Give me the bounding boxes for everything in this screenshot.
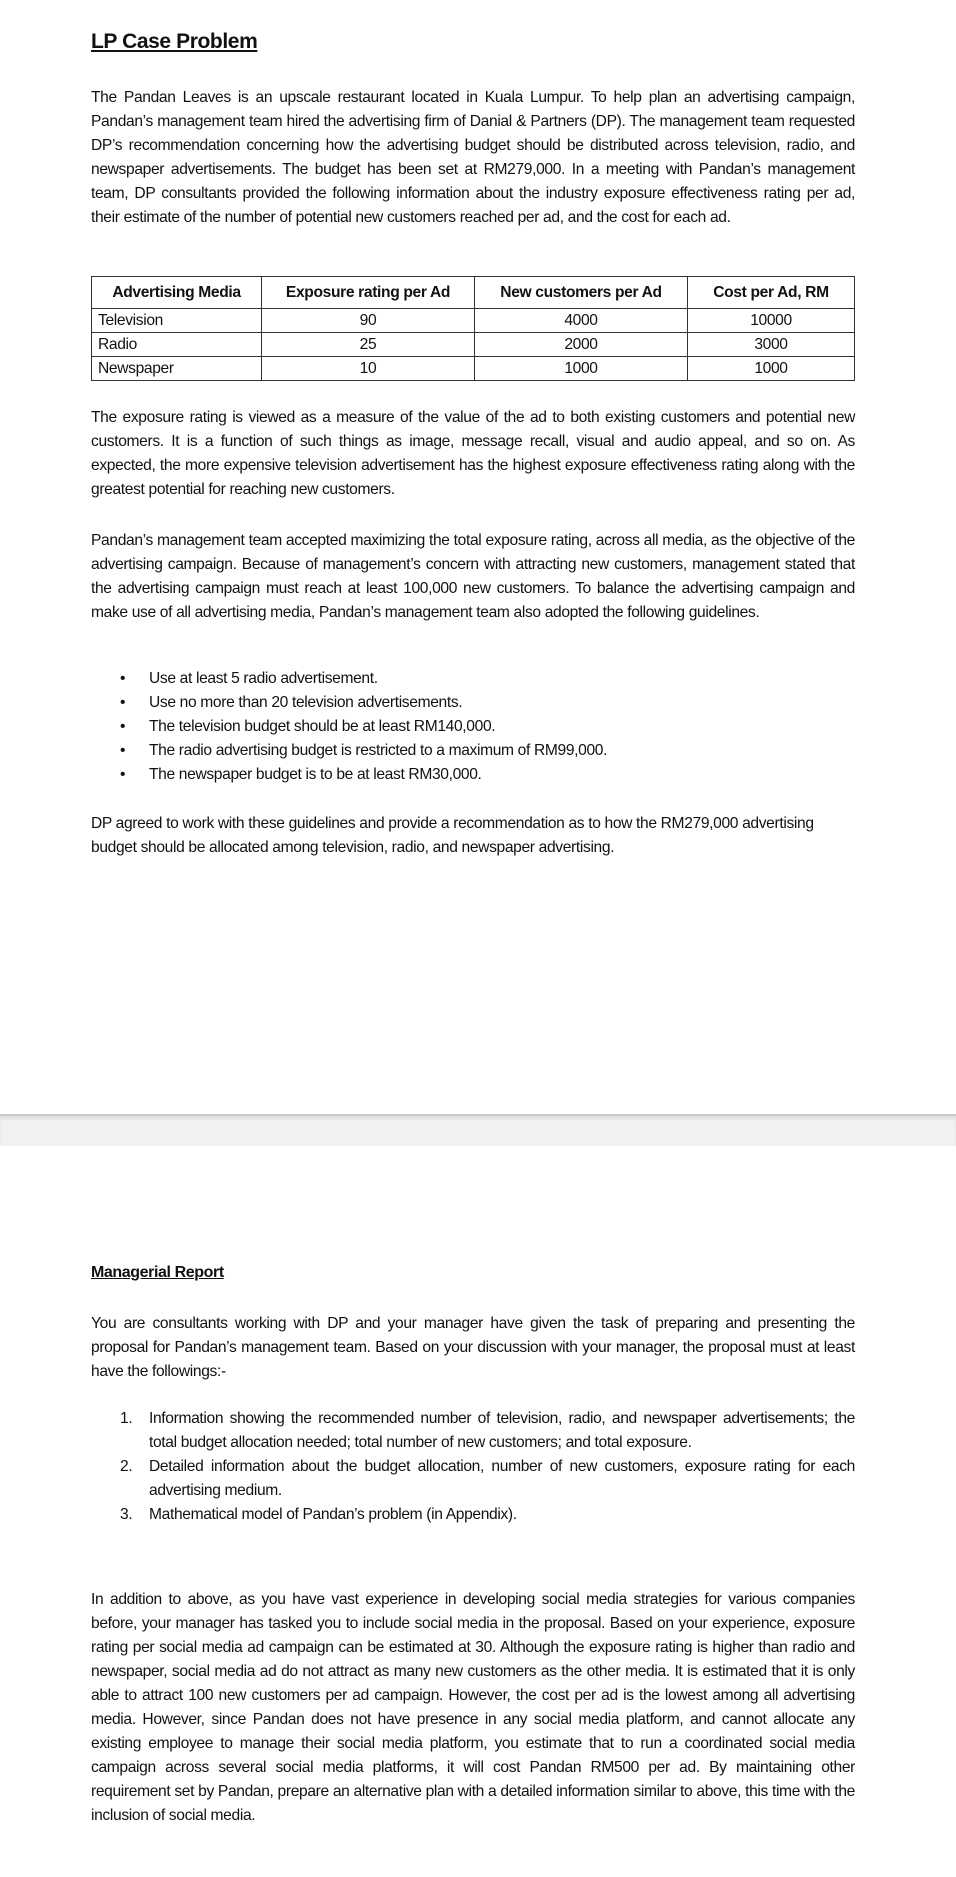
cell-media: Television [92,309,262,333]
list-item: • Use no more than 20 television advertisements. [91,691,855,715]
list-text: Detailed information about the budget allocation, number of new customers, exposure rating for each advertising medium. [149,1458,855,1499]
cell-media: Radio [92,333,262,357]
page-title: LP Case Problem [91,30,258,53]
report-title: Managerial Report [91,1264,224,1281]
table-row [92,333,855,357]
list-item: • The newspaper budget is to be at least RM30,000. [91,763,855,787]
cell-cost: 1000 [688,357,855,381]
column-header: Cost per Ad, RM [688,277,855,309]
column-header: Advertising Media [92,277,262,309]
cell-customers: 2000 [475,333,688,357]
list-item [91,1407,855,1455]
list-item: • The radio advertising budget is restricted to a maximum of RM99,000. [91,739,855,763]
cell-media: Newspaper [92,357,262,381]
page-break [0,1114,956,1146]
agreement-paragraph: DP agreed to work with these guidelines and provide a recommendation as to how the RM279,000 advertising budget should be allocated among television, radio, and newspaper advertising. [91,815,814,856]
guidelines-list [91,667,855,787]
social-media-paragraph: In addition to above, as you have vast experience in developing social media strategies for various companies before, your manager has tasked you to include social media in the proposal. Based on your experience, exposure rating per social media ad campaign can be estimated at 30. Although the exposure rating is higher than radio and newspaper, social media ad do not attract as many new customers as the other media. It is estimated that it is only able to attract 100 new customers per ad campaign. However, the cost per ad is the lowest among all advertising media. However, since Pandan does not have presence in any social media platform, and cannot allocate any existing employee to manage their social media platform, you estimate that to run a coordinated social media campaign across several social media platforms, it will cost Pandan RM500 per ad. By maintaining other requirement set by Pandan, prepare an alternative plan with a detailed information similar to above, this time with the inclusion of social media. [91,1591,855,1824]
list-text: Mathematical model of Pandan’s problem (in Appendix). [149,1506,517,1523]
cell-exposure: 25 [262,333,475,357]
list-item [91,1455,855,1503]
cell-customers: 1000 [475,357,688,381]
column-header: Exposure rating per Ad [262,277,475,309]
exposure-paragraph: The exposure rating is viewed as a measure of the value of the ad to both existing customers and potential new customers. It is a function of such things as image, message recall, visual and audio appeal, and so on. As expected, the more expensive television advertisement has the highest exposure effectiveness rating along with the greatest potential for reaching new customers. [91,409,855,498]
media-table [91,276,855,381]
cell-customers: 4000 [475,309,688,333]
column-header: New customers per Ad [475,277,688,309]
report-requirements-list [91,1407,855,1527]
list-number: 3. [120,1506,133,1523]
objective-paragraph: Pandan’s management team accepted maximizing the total exposure rating, across all media, as the objective of the advertising campaign. Because of management’s concern with attracting new customers, management stated that the advertising campaign must reach at least 100,000 new customers. To balance the advertising campaign and make use of all advertising media, Pandan’s management team also adopted the following guidelines. [91,532,855,621]
list-item: • The television budget should be at least RM140,000. [91,715,855,739]
list-item: • Use at least 5 radio advertisement. [91,667,855,691]
list-number: 2. [120,1458,133,1475]
cell-cost: 3000 [688,333,855,357]
table-row [92,309,855,333]
cell-exposure: 10 [262,357,475,381]
table-header-row [92,277,855,309]
cell-exposure: 90 [262,309,475,333]
list-number: 1. [120,1410,133,1427]
report-intro-paragraph: You are consultants working with DP and your manager have given the task of preparing and presenting the proposal for Pandan’s management team. Based on your discussion with your manager, the proposal must at least have the followings:- [91,1315,855,1380]
table-row [92,357,855,381]
intro-paragraph: The Pandan Leaves is an upscale restaurant located in Kuala Lumpur. To help plan an advertising campaign, Pandan’s management team hired the advertising firm of Danial & Partners (DP). The management team requested DP’s recommendation concerning how the advertising budget should be distributed across television, radio, and newspaper advertisements. The budget has been set at RM279,000. In a meeting with Pandan’s management team, DP consultants provided the following information about the industry exposure effectiveness rating per ad, their estimate of the number of potential new customers reached per ad, and the cost for each ad. [91,89,855,226]
cell-cost: 10000 [688,309,855,333]
list-text: Information showing the recommended number of television, radio, and newspaper advertisements; the total budget allocation needed; total number of new customers; and total exposure. [149,1410,855,1451]
list-item [91,1503,855,1527]
